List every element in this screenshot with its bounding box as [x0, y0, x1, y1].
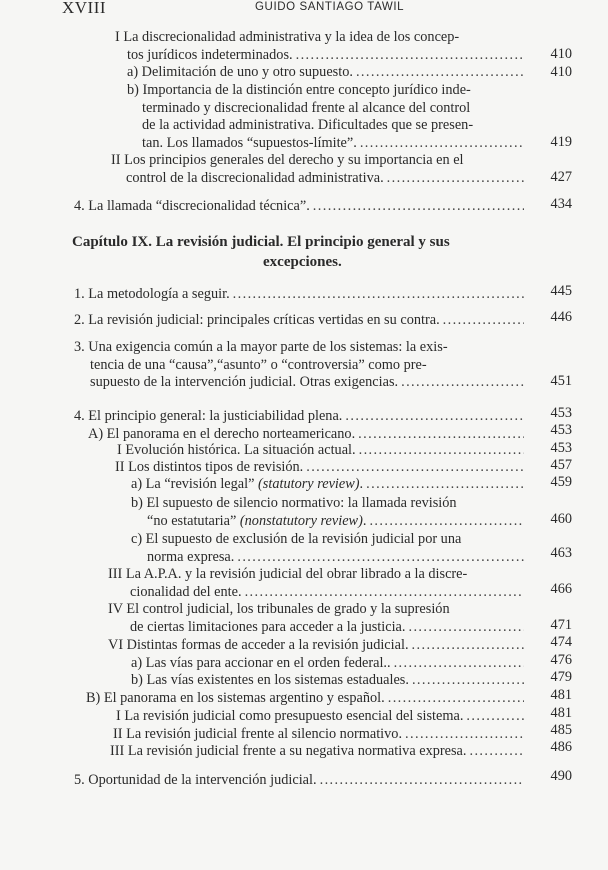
toc-entry[interactable] — [88, 426, 524, 444]
toc-entry[interactable] — [131, 495, 524, 530]
toc-entry[interactable] — [108, 566, 524, 601]
toc-entry[interactable] — [110, 743, 524, 761]
entry-page-number: 463 — [550, 545, 572, 561]
entry-line: b) Importancia de la distinción entre concepto jurídico inde- — [127, 82, 471, 98]
toc-entry[interactable] — [74, 408, 524, 426]
toc-entry[interactable] — [117, 442, 524, 460]
entry-line: norma expresa. — [147, 548, 235, 565]
entry-line: a) La “revisión legal” (statutory review). — [131, 476, 364, 492]
entry-page-number: 481 — [550, 705, 572, 721]
dot-leader — [358, 426, 524, 444]
dot-leader — [366, 476, 524, 494]
entry-line: supuesto de la intervención judicial. Otras exigencias. — [90, 374, 399, 390]
entry-page-number: 457 — [550, 457, 572, 473]
entry-line: “no estatutaria” (nonstatutory review). — [147, 512, 367, 529]
dot-leader — [412, 672, 524, 690]
entry-page-number: 453 — [550, 422, 572, 438]
toc-entry[interactable] — [108, 601, 524, 636]
entry-line: de ciertas limitaciones para acceder a la justicia. — [130, 618, 406, 635]
entry-line: 4. El principio general: la justiciabilidad plena. — [74, 408, 343, 424]
toc-entry[interactable] — [131, 672, 524, 690]
entry-page-number: 410 — [550, 64, 572, 80]
running-header — [0, 0, 608, 20]
toc-entry[interactable] — [74, 772, 524, 790]
entry-page-number: 471 — [550, 617, 572, 633]
entry-line: II Los distintos tipos de revisión. — [115, 459, 304, 475]
dot-leader — [245, 584, 524, 602]
entry-page-number: 490 — [550, 768, 572, 784]
entry-page-number: 453 — [550, 405, 572, 421]
dot-leader — [466, 708, 524, 726]
entry-line: I Evolución histórica. La situación actual. — [117, 442, 356, 458]
entry-page-number: 486 — [550, 739, 572, 755]
toc-entry[interactable] — [74, 339, 524, 392]
entry-line: tan. Los llamados “supuestos-límite”. — [142, 134, 357, 151]
entry-line: de la actividad administrativa. Dificultades que se presen- — [142, 117, 474, 133]
entry-line: c) El supuesto de exclusión de la revisión judicial por una — [131, 531, 462, 547]
toc-entry[interactable] — [86, 690, 524, 708]
entry-line: 2. La revisión judicial: principales críticas vertidas en su contra. — [74, 312, 440, 328]
dot-leader — [296, 47, 524, 65]
entry-line: II La revisión judicial frente al silencio normativo. — [113, 726, 403, 742]
entry-line: B) El panorama en los sistemas argentino y español. — [86, 690, 385, 706]
entry-line: tencia de una “causa”,“asunto” o “controversia” como pre- — [90, 356, 427, 373]
dot-leader — [412, 637, 524, 655]
entry-page-number: 479 — [550, 669, 572, 685]
entry-page-number: 474 — [550, 634, 572, 650]
entry-page-number: 453 — [550, 440, 572, 456]
english-term: (nonstatutory review) — [239, 512, 363, 529]
entry-line: 1. La metodología a seguir. — [74, 286, 230, 302]
toc-entry[interactable] — [74, 286, 524, 304]
toc-entry[interactable] — [74, 198, 524, 216]
entry-line: III La revisión judicial frente a su negativa normativa expresa. — [110, 743, 467, 759]
dot-leader — [405, 726, 524, 744]
entry-line: II Los principios generales del derecho y su importancia en el — [111, 152, 464, 168]
entry-line: cionalidad del ente. — [130, 583, 242, 600]
entry-page-number: 466 — [550, 581, 572, 597]
toc-entry[interactable] — [131, 655, 524, 673]
entry-line: b) El supuesto de silencio normativo: la llamada revisión — [131, 495, 457, 511]
entry-page-number: 445 — [550, 283, 572, 299]
toc-entry[interactable] — [108, 637, 524, 655]
entry-page-number: 459 — [550, 474, 572, 490]
entry-line: 3. Una exigencia común a la mayor parte de los sistemas: la exis- — [74, 339, 448, 355]
dot-leader — [401, 374, 524, 392]
entry-page-number: 446 — [550, 309, 572, 325]
running-head-author: GUIDO SANTIAGO TAWIL — [255, 1, 405, 13]
toc-entry[interactable] — [111, 152, 524, 187]
dot-leader — [233, 286, 524, 304]
dot-leader — [469, 743, 524, 761]
dot-leader — [408, 619, 524, 637]
toc-entry[interactable] — [116, 708, 524, 726]
toc-entry[interactable] — [74, 312, 524, 330]
toc-entry[interactable] — [131, 476, 524, 494]
english-term: (statutory review) — [258, 476, 360, 492]
dot-leader — [320, 772, 524, 790]
dot-leader — [387, 170, 524, 188]
dot-leader — [306, 459, 524, 477]
entry-line: 4. La llamada “discrecionalidad técnica”. — [74, 198, 310, 214]
entry-line: a) Las vías para accionar en el orden federal.. — [131, 655, 391, 671]
entry-line: terminado y discrecionalidad frente al alcance del control — [142, 99, 471, 116]
toc-entry[interactable] — [131, 531, 524, 566]
entry-page-number: 427 — [550, 169, 572, 185]
entry-line: I La discrecionalidad administrativa y la idea de los concep- — [115, 29, 460, 45]
page-number: XVIII — [62, 0, 107, 17]
entry-line: tos jurídicos indeterminados. — [127, 46, 293, 63]
entry-line: control de la discrecionalidad administrativa. — [126, 169, 384, 186]
dot-leader — [443, 312, 524, 330]
dot-leader — [394, 655, 524, 673]
entry-line: IV El control judicial, los tribunales de grado y la supresión — [108, 601, 450, 617]
entry-page-number: 460 — [550, 511, 572, 527]
entry-page-number: 476 — [550, 652, 572, 668]
chapter-heading — [72, 232, 450, 272]
dot-leader — [313, 198, 524, 216]
chapter-title-line: Capítulo IX. La revisión judicial. El principio general y sus — [72, 234, 450, 250]
entry-line: A) El panorama en el derecho norteamericano. — [88, 426, 356, 442]
toc-entry[interactable] — [113, 726, 524, 744]
dot-leader — [369, 513, 524, 531]
toc-entry[interactable] — [127, 82, 524, 152]
entry-page-number: 451 — [550, 373, 572, 389]
entry-page-number: 485 — [550, 722, 572, 738]
toc-entry[interactable] — [115, 29, 524, 64]
toc-entry[interactable] — [115, 459, 524, 477]
dot-leader — [360, 135, 524, 153]
dot-leader — [237, 549, 524, 567]
entry-line: III La A.P.A. y la revisión judicial del obrar librado a la discre- — [108, 566, 468, 582]
entry-page-number: 419 — [550, 134, 572, 150]
dot-leader — [359, 442, 524, 460]
entry-page-number: 410 — [550, 46, 572, 62]
entry-line: VI Distintas formas de acceder a la revisión judicial. — [108, 637, 409, 653]
entry-page-number: 481 — [550, 687, 572, 703]
entry-line: 5. Oportunidad de la intervención judicial. — [74, 772, 317, 788]
dot-leader — [356, 64, 524, 82]
entry-line: a) Delimitación de uno y otro supuesto. — [127, 64, 353, 80]
toc-entry[interactable] — [127, 64, 524, 82]
entry-page-number: 434 — [550, 196, 572, 212]
entry-line: I La revisión judicial como presupuesto esencial del sistema. — [116, 708, 464, 724]
dot-leader — [345, 408, 524, 426]
dot-leader — [388, 690, 524, 708]
entry-line: b) Las vías existentes en los sistemas estaduales. — [131, 672, 409, 688]
chapter-title-line: excepciones. — [263, 254, 342, 270]
